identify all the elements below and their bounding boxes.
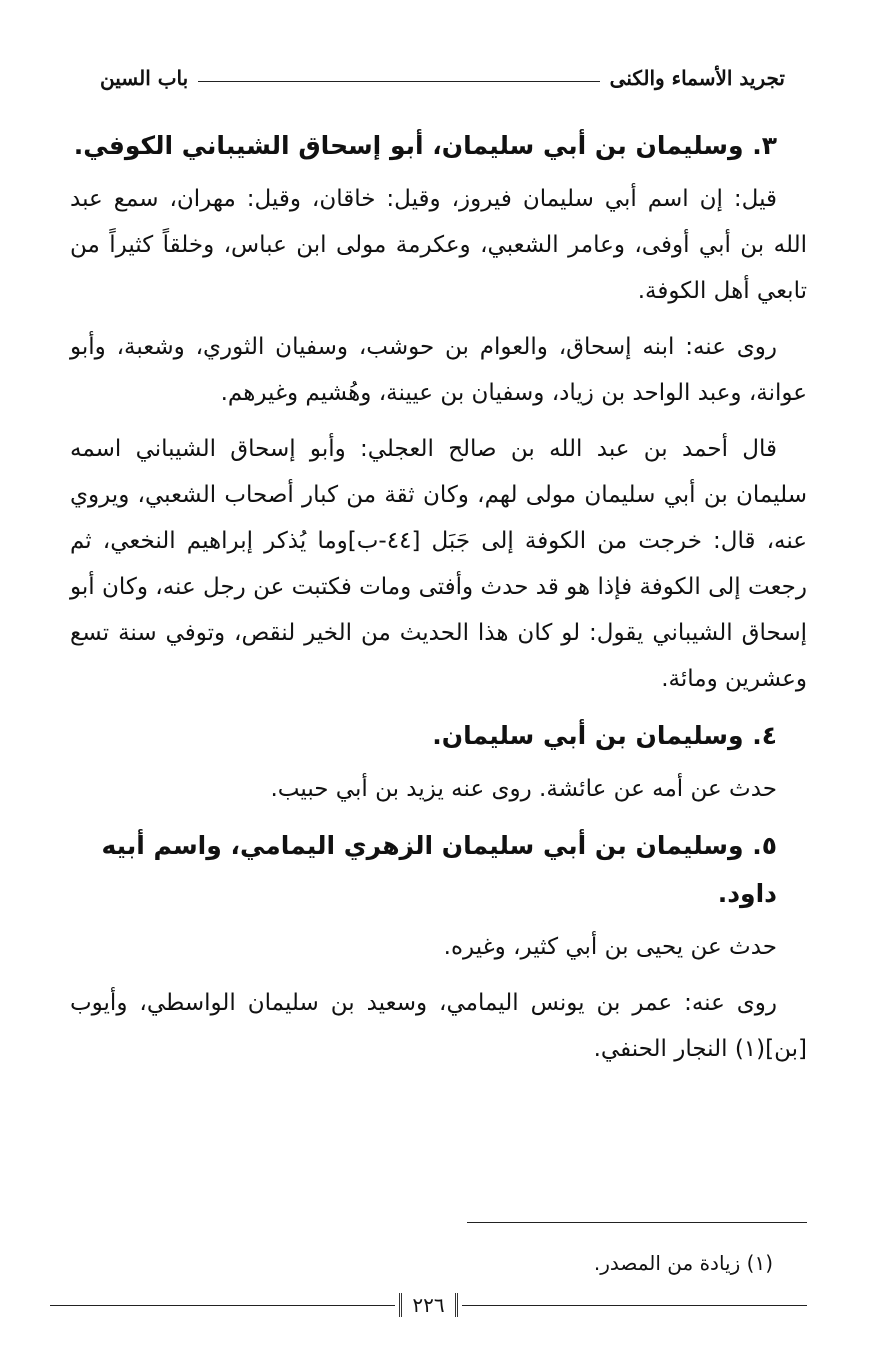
entry-title: ٥. وسليمان بن أبي سليمان الزهري اليمامي، واسم أبيه داود. bbox=[101, 831, 777, 908]
header-rule bbox=[198, 81, 599, 82]
main-text bbox=[70, 122, 807, 1082]
footer-rule-left bbox=[50, 1305, 395, 1306]
footer-rule-right bbox=[462, 1305, 807, 1306]
page-footer bbox=[50, 1290, 807, 1320]
paragraph: روى عنه: ابنه إسحاق، والعوام بن حوشب، وسفيان الثوري، وشعبة، وأبو عوانة، وعبد الواحد بن زياد، وسفيان بن عيينة، وهُشيم وغيرهم. bbox=[70, 334, 807, 406]
entry-title: ٤. وسليمان بن أبي سليمان. bbox=[432, 721, 777, 750]
entry-title: ٣. وسليمان بن أبي سليمان، أبو إسحاق الشيباني الكوفي. bbox=[73, 131, 777, 160]
paragraph: قال أحمد بن عبد الله بن صالح العجلي: وأبو إسحاق الشيباني اسمه سليمان بن أبي سليمان مولى لهم، وكان ثقة من كبار أصحاب الشعبي، ويروي عنه، قال: خرجت من الكوفة إلى جَبَل [٤٤-ب]وما يُذكر إبراهيم النخعي، ثم رجعت إلى الكوفة فإذا هو قد حدث وأفتى ومات فكتبت عن رجل عنه، وكان أبو إسحاق الشيباني يقول: لو كان هذا الحديث من الخير لنقص، وتوفي سنة تسع وعشرين ومائة. bbox=[70, 436, 807, 692]
page-number: ٢٢٦ bbox=[399, 1293, 457, 1317]
footnote: (١) زيادة من المصدر. bbox=[593, 1251, 773, 1275]
book-title: تجريد الأسماء والكنى bbox=[609, 66, 785, 90]
running-header bbox=[100, 58, 785, 98]
paragraph: روى عنه: عمر بن يونس اليمامي، وسعيد بن سليمان الواسطي، وأيوب [بن](١) النجار الحنفي. bbox=[70, 990, 807, 1062]
paragraph: حدث عن يحيى بن أبي كثير، وغيره. bbox=[443, 934, 777, 960]
paragraph: قيل: إن اسم أبي سليمان فيروز، وقيل: خاقان، وقيل: مهران، سمع عبد الله بن أبي أوفى، وعامر الشعبي، وعكرمة مولى ابن عباس، وخلقاً كثيراً من تابعي أهل الكوفة. bbox=[70, 186, 807, 304]
paragraph: حدث عن أمه عن عائشة. روى عنه يزيد بن أبي حبيب. bbox=[270, 776, 777, 802]
footnote-rule bbox=[467, 1222, 807, 1223]
chapter-title: باب السين bbox=[100, 66, 189, 90]
